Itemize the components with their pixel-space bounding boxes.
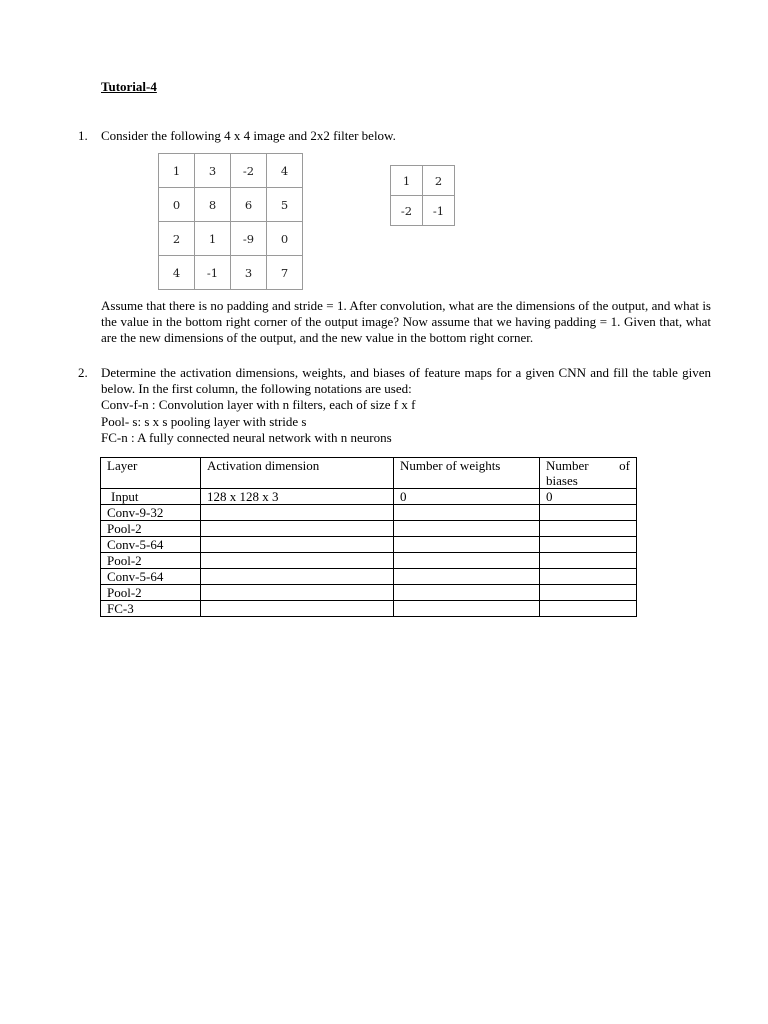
layer-name: Conv-9-32 bbox=[101, 505, 201, 521]
weights-cell bbox=[394, 537, 540, 553]
biases-cell bbox=[540, 505, 637, 521]
weights-cell bbox=[394, 521, 540, 537]
weights-cell bbox=[394, 585, 540, 601]
biases-cell bbox=[540, 585, 637, 601]
table-row bbox=[101, 553, 637, 569]
question-2-number: 2. bbox=[78, 365, 88, 380]
table-row bbox=[101, 505, 637, 521]
image-cell: 0 bbox=[159, 188, 195, 222]
notation-pool: Pool- s: s x s pooling layer with stride s bbox=[101, 414, 307, 429]
table-row bbox=[101, 569, 637, 585]
table-row bbox=[101, 521, 637, 537]
layer-name: Input bbox=[111, 489, 139, 504]
image-cell: 1 bbox=[195, 222, 231, 256]
activation-cell bbox=[201, 585, 394, 601]
document-title: Tutorial-4 bbox=[101, 79, 157, 94]
header-activation-dimension: Activation dimension bbox=[201, 458, 394, 489]
table-row bbox=[101, 585, 637, 601]
weights-cell bbox=[394, 601, 540, 617]
filter-cell: 1 bbox=[391, 166, 423, 196]
question-1-body: Assume that there is no padding and stride = 1. After convolution, what are the dimensions of the output, and what is the value in the bottom right corner of the output image? Now assume that we having padding = 1. Given that, what are the new dimensions of the output, and the new value in the bottom right corner. bbox=[101, 298, 711, 345]
layer-name: Conv-5-64 bbox=[101, 569, 201, 585]
activation-cell bbox=[201, 601, 394, 617]
weights-cell bbox=[394, 505, 540, 521]
header-biases-word-2: of bbox=[619, 458, 630, 473]
layer-name: Conv-5-64 bbox=[101, 537, 201, 553]
activation-cell bbox=[201, 569, 394, 585]
biases-cell bbox=[540, 569, 637, 585]
image-cell: 3 bbox=[195, 154, 231, 188]
image-cell: 3 bbox=[231, 256, 267, 290]
table-row bbox=[101, 537, 637, 553]
question-2-body: Determine the activation dimensions, weights, and biases of feature maps for a given CNN and fill the table given below. In the first column, the following notations are used: bbox=[101, 365, 711, 396]
weights-cell bbox=[394, 553, 540, 569]
image-cell: -1 bbox=[195, 256, 231, 290]
activation-cell bbox=[201, 553, 394, 569]
biases-cell bbox=[540, 537, 637, 553]
header-biases-word-3: biases bbox=[546, 473, 578, 488]
header-layer: Layer bbox=[101, 458, 201, 489]
input-image-matrix bbox=[158, 153, 303, 290]
image-cell: -9 bbox=[231, 222, 267, 256]
image-cell: 5 bbox=[267, 188, 303, 222]
layer-name: Pool-2 bbox=[101, 553, 201, 569]
header-number-of-weights: Number of weights bbox=[394, 458, 540, 489]
image-cell: 6 bbox=[231, 188, 267, 222]
activation-cell bbox=[201, 537, 394, 553]
filter-matrix bbox=[390, 165, 455, 226]
biases-cell bbox=[540, 601, 637, 617]
question-1-prompt: Consider the following 4 x 4 image and 2x2 filter below. bbox=[101, 128, 396, 143]
weights-cell bbox=[394, 569, 540, 585]
question-1-number: 1. bbox=[78, 128, 88, 143]
layer-name: Pool-2 bbox=[101, 521, 201, 537]
layer-name: FC-3 bbox=[101, 601, 201, 617]
image-cell: -2 bbox=[231, 154, 267, 188]
biases-cell: 0 bbox=[540, 489, 637, 505]
filter-cell: -2 bbox=[391, 196, 423, 226]
image-cell: 8 bbox=[195, 188, 231, 222]
activation-cell bbox=[201, 505, 394, 521]
notation-conv: Conv-f-n : Convolution layer with n filters, each of size f x f bbox=[101, 397, 416, 412]
image-cell: 0 bbox=[267, 222, 303, 256]
weights-cell: 0 bbox=[394, 489, 540, 505]
activation-cell bbox=[201, 521, 394, 537]
header-number-of-biases bbox=[540, 458, 637, 489]
table-row bbox=[101, 601, 637, 617]
biases-cell bbox=[540, 553, 637, 569]
layer-name: Pool-2 bbox=[101, 585, 201, 601]
image-cell: 7 bbox=[267, 256, 303, 290]
image-cell: 1 bbox=[159, 154, 195, 188]
image-cell: 4 bbox=[159, 256, 195, 290]
image-cell: 2 bbox=[159, 222, 195, 256]
image-cell: 4 bbox=[267, 154, 303, 188]
header-biases-word-1: Number bbox=[546, 458, 589, 473]
activation-cell: 128 x 128 x 3 bbox=[201, 489, 394, 505]
biases-cell bbox=[540, 521, 637, 537]
filter-cell: 2 bbox=[423, 166, 455, 196]
notation-fc: FC-n : A fully connected neural network with n neurons bbox=[101, 430, 392, 445]
cnn-layer-table bbox=[100, 457, 637, 617]
filter-cell: -1 bbox=[423, 196, 455, 226]
table-row bbox=[101, 489, 637, 505]
table-header-row bbox=[101, 458, 637, 489]
